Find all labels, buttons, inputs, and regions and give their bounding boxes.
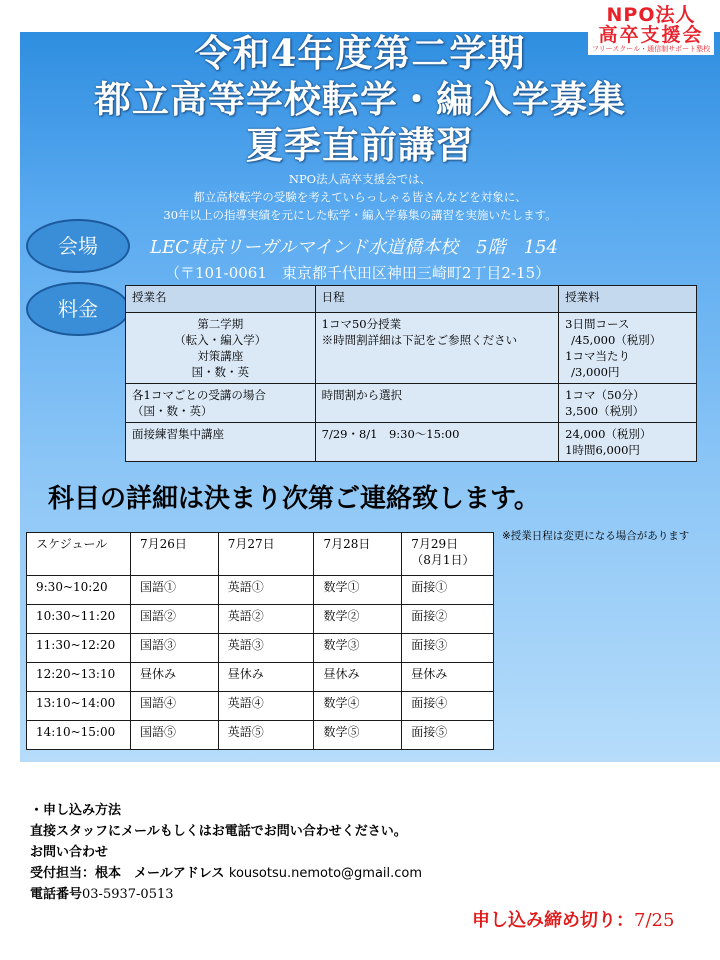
fee-schedule-line: ※時間割詳細は下記をご参照ください — [321, 333, 518, 347]
schedule-cell: 数学① — [314, 576, 402, 605]
venue-badge: 会場 — [26, 219, 130, 273]
schedule-cell: 英語② — [218, 605, 314, 634]
schedule-cell: 面接④ — [402, 692, 494, 721]
schedule-cell: 昼休み — [130, 663, 218, 692]
schedule-cell: 数学③ — [314, 634, 402, 663]
fee-badge: 料金 — [26, 282, 130, 336]
fee-name-line: （国・数・英） — [132, 404, 213, 418]
fee-schedule-line: 時間割から選択 — [321, 388, 403, 402]
fee-price-cell — [559, 313, 697, 384]
schedule-cell: 面接⑤ — [402, 721, 494, 750]
schedule-cell: 英語③ — [218, 634, 314, 663]
fee-price-line: 1時間6,000円 — [565, 443, 640, 457]
fee-price-cell — [559, 423, 697, 462]
logo-line3: フリースクール・通信制サポート塾校 — [591, 45, 711, 53]
schedule-cell: 数学④ — [314, 692, 402, 721]
schedule-table — [26, 532, 494, 750]
fee-row — [126, 384, 697, 423]
schedule-row — [27, 692, 494, 721]
fee-price-line: /45,000（税別） — [571, 333, 662, 347]
schedule-cell: 英語④ — [218, 692, 314, 721]
schedule-row — [27, 605, 494, 634]
fee-name-line: 第二学期 — [197, 317, 244, 331]
schedule-header-row — [27, 533, 494, 576]
schedule-cell: 面接③ — [402, 634, 494, 663]
title-line2: 都立高等学校転学・編入学募集 — [94, 77, 626, 121]
fee-header: 授業名 — [126, 286, 316, 313]
fee-price-line: 3日間コース — [565, 317, 630, 331]
schedule-header-line: （8月1日） — [411, 553, 475, 567]
deadline — [472, 906, 674, 932]
email-link[interactable]: kousotsu.nemoto@gmail.com — [228, 866, 423, 881]
fee-schedule-cell — [315, 384, 559, 423]
notice-text: 科目の詳細は決まり次第ご連絡致します。 — [48, 484, 540, 514]
schedule-row — [27, 663, 494, 692]
fee-price-line: 24,000（税別） — [565, 427, 652, 441]
fee-name-line: 面接練習集中講座 — [132, 427, 224, 441]
schedule-cell: 国語⑤ — [130, 721, 218, 750]
title-line3: 夏季直前講習 — [246, 123, 474, 167]
fee-price-line: 1コマ当たり — [565, 349, 630, 363]
schedule-time: 10:30~11:20 — [27, 605, 131, 634]
fee-name-line: 各1コマごとの受講の場合 — [132, 388, 266, 402]
contact-label: 受付担当：根本 メールアドレス — [30, 866, 225, 881]
method-text: 直接スタッフにメールもしくはお電話でお問い合わせください。 — [30, 824, 407, 839]
fee-price-line: 3,500（税別） — [565, 404, 645, 418]
schedule-cell: 面接② — [402, 605, 494, 634]
fee-schedule-cell — [315, 313, 559, 384]
fee-name-cell — [126, 384, 316, 423]
intro-text — [0, 170, 720, 224]
schedule-time: 13:10~14:00 — [27, 692, 131, 721]
schedule-cell: 国語② — [130, 605, 218, 634]
fee-row — [126, 313, 697, 384]
fee-name-cell — [126, 313, 316, 384]
schedule-header: 7月27日 — [218, 533, 314, 576]
schedule-time: 9:30~10:20 — [27, 576, 131, 605]
schedule-cell: 昼休み — [218, 663, 314, 692]
deadline-label: 申し込み締め切り： — [472, 910, 634, 931]
fee-table — [125, 285, 697, 462]
schedule-cell: 数学② — [314, 605, 402, 634]
fee-name-line: 対策講座 — [197, 349, 244, 363]
phone-line — [30, 884, 422, 905]
schedule-cell: 数学⑤ — [314, 721, 402, 750]
fee-name-line: （転入・編入学） — [174, 333, 267, 347]
schedule-time: 12:20~13:10 — [27, 663, 131, 692]
schedule-header-line: 7月29日 — [411, 537, 459, 551]
title-line1: 令和4年度第二学期 — [194, 31, 526, 75]
schedule-row — [27, 721, 494, 750]
fee-price-line: 1コマ（50分） — [565, 388, 645, 402]
schedule-time: 14:10~15:00 — [27, 721, 131, 750]
schedule-note: ※授業日程は変更になる場合があります — [502, 530, 690, 542]
schedule-cell: 面接① — [402, 576, 494, 605]
fee-schedule-cell — [315, 423, 559, 462]
schedule-cell: 国語① — [130, 576, 218, 605]
logo-line1: NPO法人 — [606, 4, 696, 26]
fee-price-line: /3,000円 — [571, 365, 620, 379]
method-title: ・申し込み方法 — [30, 803, 122, 818]
schedule-row — [27, 634, 494, 663]
schedule-header: 7月28日 — [314, 533, 402, 576]
contact-line — [30, 863, 422, 884]
fee-name-line: 国・数・英 — [191, 365, 250, 379]
fee-header: 日程 — [315, 286, 559, 313]
venue-name: LEC東京リーガルマインド水道橋本校 5階 154 — [150, 237, 558, 258]
schedule-row — [27, 576, 494, 605]
fee-row — [126, 423, 697, 462]
schedule-header: スケジュール — [27, 533, 131, 576]
contact-section — [30, 800, 422, 905]
schedule-time: 11:30~12:20 — [27, 634, 131, 663]
schedule-cell: 昼休み — [314, 663, 402, 692]
logo-line2: 高卒支援会 — [598, 24, 704, 46]
schedule-header — [402, 533, 494, 576]
fee-header: 授業料 — [559, 286, 697, 313]
schedule-cell: 国語③ — [130, 634, 218, 663]
intro-line: 都立高校転学の受験を考えていらっしゃる皆さんなどを対象に、 — [193, 190, 527, 204]
deadline-date: 7/25 — [634, 910, 675, 931]
fee-schedule-line: 7/29・8/1 9:30～15:00 — [321, 427, 460, 441]
schedule-cell: 国語④ — [130, 692, 218, 721]
schedule-cell: 英語① — [218, 576, 314, 605]
schedule-cell: 昼休み — [402, 663, 494, 692]
phone-label: 電話番号 — [30, 887, 83, 902]
fee-schedule-line: 1コマ50分授業 — [321, 317, 402, 331]
fee-header-row — [126, 286, 697, 313]
intro-line: 30年以上の指導実績を元にした転学・編入学募集の講習を実施いたします。 — [163, 208, 557, 222]
fee-price-cell — [559, 384, 697, 423]
phone-number[interactable]: 03-5937-0513 — [82, 887, 174, 902]
schedule-cell: 英語⑤ — [218, 721, 314, 750]
venue-address: （〒101-0061 東京都千代田区神田三崎町2丁目2-15） — [165, 264, 551, 282]
contact-title: お問い合わせ — [30, 845, 109, 860]
fee-name-cell — [126, 423, 316, 462]
schedule-header: 7月26日 — [130, 533, 218, 576]
intro-line: NPO法人高卒支援会では、 — [288, 172, 432, 186]
